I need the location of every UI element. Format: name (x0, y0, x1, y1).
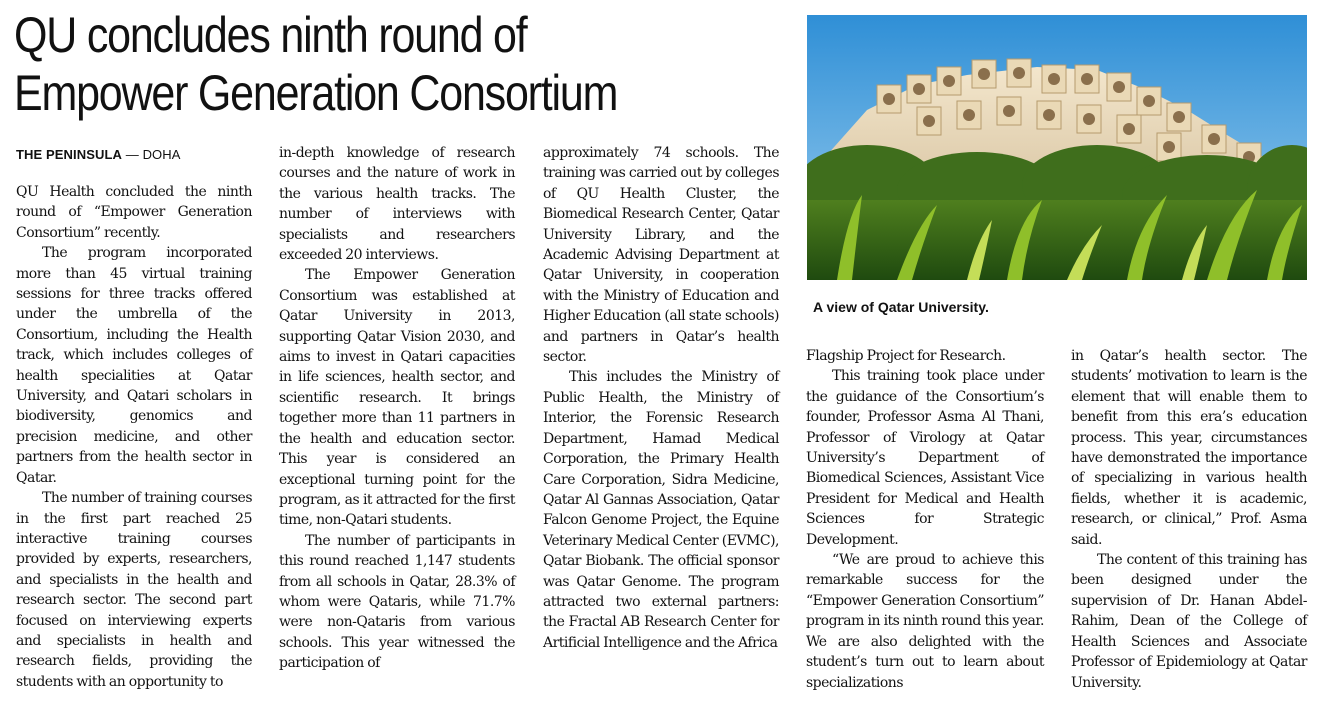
paragraph: The content of this training has been designed under the supervision of Dr. Hanan Abdel-Rahim, Dean of the College of Health Sciences and Associate Professor of Epidemiology at Qatar University. (1071, 552, 1307, 691)
qatar-university-photo (807, 15, 1307, 280)
article-column-2 (279, 143, 515, 674)
byline-dash: — (122, 147, 143, 162)
article-column-1 (16, 182, 252, 692)
headline-line-1: QU concludes ninth round of (14, 7, 527, 63)
paragraph: This includes the Ministry of Public Health, the Ministry of Interior, the Forensic Research Department, Hamad Medical Corporation, the Primary Health Care Corporation, Sidra Medicine, Qatar Al Gannas Association, Qatar Falcon Genome Project, the Equine Veterinary Medical Center (EVMC), Qatar Biobank. The official sponsor was Qatar Genome. The program attracted two external partners: the Fractal AB Research Center for Artificial Intelligence and the Africa (543, 369, 779, 651)
byline (16, 147, 181, 162)
paragraph: QU Health concluded the ninth round of “Empower Generation Consortium” recently. (16, 184, 252, 241)
article-column-5 (1071, 346, 1307, 693)
paragraph: The program incorporated more than 45 virtual training sessions for three tracks offered under the umbrella of the Consortium, including the Health track, which includes colleges of health specialities at Qatar University, and Qatari scholars in biodiversity, genomics and precision medicine, and other partners from the health sector in Qatar. (16, 245, 252, 486)
paragraph: “We are proud to achieve this remarkable success for the “Empower Generation Consortium” program in its ninth round this year. We are also delighted with the student’s turn out to learn about specializations (806, 552, 1044, 691)
headline-line-2: Empower Generation Consortium (14, 65, 618, 121)
dateline-location: DOHA (142, 147, 181, 162)
paragraph: approximately 74 schools. The training was carried out by colleges of QU Health Cluster, the Biomedical Research Center, Qatar University Library, and the Academic Advising Department at Qatar University, in cooperation with the Ministry of Education and Higher Education (all state schools) and partners in Qatar’s health sector. (543, 145, 779, 366)
photo-caption: A view of Qatar University. (813, 299, 989, 315)
paragraph: This training took place under the guidance of the Consortium’s founder, Professor Asma Al Thani, Professor of Virology at Qatar University’s Department of Biomedical Sciences, Assistant Vice President for Medical and Health Sciences for Strategic Development. (806, 368, 1044, 548)
paragraph: Flagship Project for Research. (806, 348, 1006, 364)
paragraph: The number of participants in this round reached 1,147 students from all schools in Qatar, 28.3% of whom were Qataris, while 71.7% were non-Qataris from various schools. This year witnessed the participation of (279, 532, 515, 672)
publication-name: THE PENINSULA (16, 147, 123, 162)
article-column-4 (806, 346, 1044, 693)
headline (14, 6, 685, 122)
paragraph: in-depth knowledge of research courses and the nature of work in the various health tracks. The number of interviews with specialists and researchers exceeded 20 interviews. (279, 145, 515, 264)
paragraph: in Qatar’s health sector. The students’ motivation to learn is the element that will enable them to benefit from this era’s education process. This year, circumstances have demonstrated the importance of specializing in various health fields, whether it is academic, research, or clinical,” Prof. Asma said. (1071, 348, 1307, 548)
paragraph: The number of training courses in the first part reached 25 interactive training courses provided by experts, researchers, and specialists in the health and research sector. The second part focused on interviewing experts and specialists in health and research fields, providing the students with an opportunity to (16, 490, 252, 690)
photo-illustration (807, 15, 1307, 280)
article-column-3 (543, 143, 779, 653)
paragraph: The Empower Generation Consortium was established at Qatar University in 2013, supporting Qatar Vision 2030, and aims to invest in Qatari capacities in life sciences, health sector, and scientific research. It brings together more than 11 partners in the health and education sector. This year is considered an exceptional turning point for the program, as it attracted for the first time, non-Qatari students. (279, 267, 515, 529)
